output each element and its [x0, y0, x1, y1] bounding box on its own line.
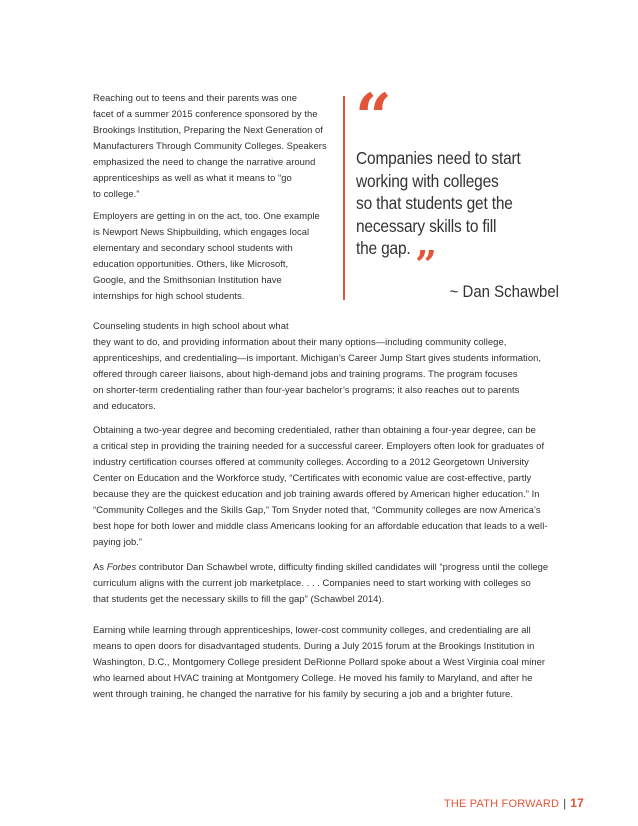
text-line: apprenticeships, and credentialing—is important. Michigan’s Career Jump Start gives students information,: [93, 352, 542, 363]
page-footer: [444, 796, 584, 810]
text-line: paying job.”: [93, 536, 143, 547]
text-line: elementary and secondary school students with: [93, 242, 293, 253]
pull-quote-divider: [343, 96, 345, 300]
text-line: internships for high school students.: [93, 290, 245, 301]
text-line: that students get the necessary skills to fill the gap” (Schawbel 2014).: [93, 593, 385, 604]
text-line: because they are the quickest education and job training awards offered by American higher education.” In: [93, 488, 540, 499]
text-line: Obtaining a two-year degree and becoming credentialed, rather than obtaining a four-year degree, can be: [93, 424, 536, 435]
text-line: a critical step in providing the training needed for a successful career. Employers often look for graduates of: [93, 440, 545, 451]
text-line: Brookings Institution, Preparing the Next Generation of: [93, 124, 323, 135]
text-line: apprenticeships as well as what it means to “go: [93, 172, 292, 183]
text-line: who learned about HVAC training at Montgomery College. He moved his family to Maryland, and after he: [93, 672, 533, 683]
footer-separator: |: [563, 798, 567, 810]
text-line: means to open doors for disadvantaged students. During a July 2015 forum at the Brookings Institution in: [93, 640, 535, 651]
text-line: and educators.: [93, 400, 156, 411]
degree-paragraph: [93, 422, 563, 550]
counseling-paragraph: [93, 318, 563, 414]
open-quote-icon: “: [355, 80, 392, 155]
text-line: Employers are getting in on the act, too. One example: [93, 210, 320, 221]
text-line: Earning while learning through apprenticeships, lower-cost community colleges, and credentialing are all: [93, 624, 531, 635]
text-line: industry certification courses offered at community colleges. According to a 2012 Georgetown University: [93, 456, 529, 467]
pull-quote: [356, 147, 521, 260]
text-line: to college.”: [93, 188, 140, 199]
text-line: Washington, D.C., Montgomery College president DeRionne Pollard spoke about a West Virginia coal miner: [93, 656, 546, 667]
text-line: went through training, he changed the narrative for his family by securing a job and a brighter future.: [93, 688, 513, 699]
text-line: Counseling students in high school about what: [93, 320, 289, 331]
text-line: emphasized the need to change the narrative around: [93, 156, 316, 167]
text-line: Reaching out to teens and their parents was one: [93, 92, 298, 103]
text-line: is Newport News Shipbuilding, which engages local: [93, 226, 310, 237]
quote-attribution: ~ Dan Schawbel: [449, 282, 559, 301]
text-line: “Community Colleges and the Skills Gap,” Tom Snyder noted that, “Community colleges are now America’s: [93, 504, 541, 515]
forbes-paragraph: [93, 559, 563, 607]
page-number: 17: [570, 796, 584, 810]
quote-line: Companies need to start: [356, 148, 521, 168]
text-line: Google, and the Smithsonian Institution have: [93, 274, 282, 285]
earning-paragraph: [93, 622, 563, 702]
text-line: best hope for both lower and middle class Americans looking for an affordable education that leads to a well-: [93, 520, 548, 531]
close-quote-icon: ”: [415, 242, 437, 287]
text-line: As Forbes contributor Dan Schawbel wrote, difficulty finding skilled candidates will “progress until the college: [93, 561, 549, 572]
quote-line: the gap.: [356, 238, 411, 258]
text-line: Manufacturers Through Community Colleges. Speakers: [93, 140, 327, 151]
quote-line: so that students get the: [356, 193, 513, 213]
text-line: they want to do, and providing information about their many options—including community college,: [93, 336, 507, 347]
text-line: education opportunities. Others, like Microsoft,: [93, 258, 289, 269]
quote-line: necessary skills to fill: [356, 215, 497, 236]
text-line: curriculum aligns with the current job marketplace. . . . Companies need to start working with colleges so: [93, 577, 531, 588]
quote-line: working with colleges: [356, 170, 499, 191]
text-line: offered through career liaisons, about high-demand jobs and training programs. The program focuses: [93, 368, 518, 379]
text-line: Center on Education and the Workforce study, “Certificates with economic value are cost-effective, partly: [93, 472, 532, 483]
text-line: facet of a summer 2015 conference sponsored by the: [93, 108, 318, 119]
employers-paragraph: [93, 208, 341, 304]
intro-paragraph: [93, 90, 341, 202]
section-title: THE PATH FORWARD: [443, 798, 560, 810]
forbes-italic: Forbes: [106, 561, 137, 572]
text-line: on shorter-term credentialing rather than four-year bachelor’s programs; it also reaches out to parents: [93, 384, 520, 395]
